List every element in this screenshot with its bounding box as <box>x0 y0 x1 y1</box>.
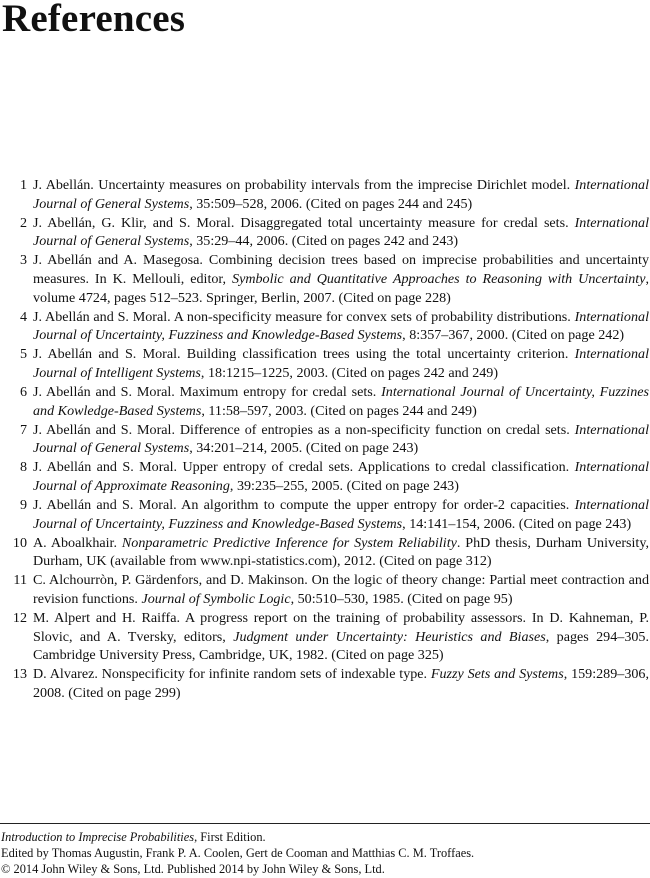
reference-entry <box>0 176 650 213</box>
footer-editors: Edited by Thomas Augustin, Frank P. A. Coolen, Gert de Cooman and Matthias C. M. Troffaes. <box>1 846 475 860</box>
reference-number: 12 <box>12 610 27 627</box>
reference-list <box>0 176 650 703</box>
reference-segment: J. Abellán and S. Moral. An algorithm to compute the upper entropy for order-2 capacities. <box>33 497 575 514</box>
reference-text <box>33 534 649 571</box>
reference-entry <box>0 214 650 251</box>
reference-entry <box>0 609 650 665</box>
reference-text <box>33 251 649 307</box>
reference-number: 13 <box>12 666 27 683</box>
reference-entry <box>0 308 650 345</box>
reference-text <box>33 345 649 382</box>
reference-text <box>33 665 649 702</box>
reference-segment: J. Abellán and A. Masegosa. Combining decision trees based on imprecise probabilities and uncertainty measures. In K. Mellouli, editor, <box>33 252 649 287</box>
reference-venue: International Journal of Uncertainty, Fuzziness and Knowledge-Based Systems <box>33 308 649 344</box>
reference-entry <box>0 571 650 608</box>
reference-number: 4 <box>19 308 27 325</box>
reference-venue: International Journal of Uncertainty, Fuzziness and Knowledge-Based Systems <box>33 497 649 532</box>
reference-text <box>33 421 649 458</box>
reference-segment: C. Alchourròn, P. Gärdenfors, and D. Makinson. On the logic of theory change: Partial meet contraction and revision functions. <box>33 572 649 608</box>
reference-entry <box>0 496 650 533</box>
reference-segment: , 159:289–306, 2008. (Cited on page 299) <box>33 666 649 702</box>
reference-entry <box>0 251 650 307</box>
reference-venue: International Journal of General Systems <box>33 421 649 457</box>
reference-segment: , 14:141–154, 2006. (Cited on page 243) <box>402 515 632 532</box>
reference-text <box>33 571 649 608</box>
reference-entry <box>0 458 650 495</box>
reference-entry <box>0 345 650 382</box>
reference-venue: Nonparametric Predictive Inference for System Reliability <box>121 534 457 551</box>
reference-number: 6 <box>19 384 27 401</box>
book-footer <box>1 829 474 877</box>
reference-text <box>33 458 649 495</box>
reference-segment: , 39:235–255, 2005. (Cited on page 243) <box>229 478 459 494</box>
reference-segment: J. Abellán. Uncertainty measures on probability intervals from the imprecise Dirichlet model. <box>33 177 575 193</box>
reference-text <box>33 176 649 213</box>
reference-segment: , 34:201–214, 2005. (Cited on page 243) <box>189 440 419 457</box>
reference-number: 10 <box>12 534 27 551</box>
reference-entry <box>0 534 650 571</box>
reference-number: 8 <box>19 459 27 476</box>
reference-number: 11 <box>13 572 27 589</box>
reference-text <box>33 308 649 345</box>
reference-venue: Journal of Symbolic Logic <box>141 591 291 608</box>
reference-segment: . PhD thesis, Durham University, Durham, UK (available from www.npi-statistics.com), 2012. (Cited on page 312) <box>33 534 649 570</box>
reference-number: 1 <box>19 177 27 193</box>
reference-venue: Symbolic and Quantitative Approaches to Reasoning with Uncertainty <box>232 270 646 287</box>
reference-segment: A. Aboalkhair. <box>33 534 122 551</box>
reference-venue: International Journal of Intelligent Systems <box>33 346 649 381</box>
reference-segment: J. Abellán and S. Moral. Building classification trees using the total uncertainty criterion. <box>33 346 575 363</box>
reference-entry <box>0 421 650 458</box>
footer-divider <box>0 823 650 824</box>
reference-segment: , 35:509–528, 2006. (Cited on pages 244 and 245) <box>189 195 473 212</box>
footer-book-line <box>1 829 474 845</box>
reference-segment: J. Abellán and S. Moral. Upper entropy of credal sets. Applications to credal classification. <box>33 459 575 476</box>
reference-segment: J. Abellán and S. Moral. A non-specificity measure for convex sets of probability distributions. <box>33 308 575 325</box>
reference-segment: , 11:58–597, 2003. (Cited on pages 244 and 249) <box>201 402 477 419</box>
reference-segment: D. Alvarez. Nonspecificity for infinite random sets of indexable type. <box>33 666 431 683</box>
reference-number: 7 <box>19 421 27 438</box>
reference-segment: , volume 4724, pages 512–523. Springer, Berlin, 2007. (Cited on page 228) <box>33 270 649 306</box>
reference-entry <box>0 383 650 420</box>
reference-number: 2 <box>19 214 27 231</box>
reference-segment: J. Abellán and S. Moral. Maximum entropy for credal sets. <box>33 384 382 401</box>
reference-segment: M. Alpert and H. Raiffa. A progress report on the training of probability assessors. In D. Kahneman, P. Slovic, and A. Tversky, editors, <box>33 610 649 645</box>
book-edition: , First Edition. <box>194 830 266 844</box>
reference-segment: J. Abellán and S. Moral. Difference of entropies as a non-specificity function on credal sets. <box>33 421 575 438</box>
reference-number: 3 <box>19 252 27 269</box>
reference-venue: Fuzzy Sets and Systems <box>430 666 564 683</box>
reference-segment: , 50:510–530, 1985. (Cited on page 95) <box>290 591 513 608</box>
reference-venue: International Journal of General Systems <box>33 177 649 212</box>
reference-venue: International Journal of Uncertainty, Fuzzines and Kowledge-Based Systems <box>33 384 649 419</box>
reference-venue: Judgment under Uncertainty: Heuristics and Biases <box>233 628 546 645</box>
reference-venue: International Journal of Approximate Reasoning <box>33 459 649 494</box>
reference-number: 5 <box>19 346 27 363</box>
page-title: References <box>2 0 186 40</box>
reference-segment: , pages 294–305. Cambridge University Press, Cambridge, UK, 1982. (Cited on page 325) <box>33 628 649 664</box>
footer-copyright: © 2014 John Wiley & Sons, Ltd. Published 2014 by John Wiley & Sons, Ltd. <box>1 862 385 876</box>
book-title: Introduction to Imprecise Probabilities <box>1 830 195 844</box>
reference-text <box>33 609 649 665</box>
reference-entry <box>0 665 650 702</box>
reference-number: 9 <box>19 497 27 514</box>
reference-segment: , 8:357–367, 2000. (Cited on page 242) <box>402 327 625 344</box>
reference-text <box>33 383 649 420</box>
reference-segment: , 18:1215–1225, 2003. (Cited on pages 242 and 249) <box>200 364 499 381</box>
reference-venue: International Journal of General Systems <box>33 214 649 250</box>
reference-text <box>33 496 649 533</box>
reference-segment: , 35:29–44, 2006. (Cited on pages 242 and 243) <box>189 233 459 250</box>
reference-segment: J. Abellán, G. Klir, and S. Moral. Disaggregated total uncertainty measure for credal sets. <box>33 214 575 231</box>
reference-text <box>33 214 649 251</box>
